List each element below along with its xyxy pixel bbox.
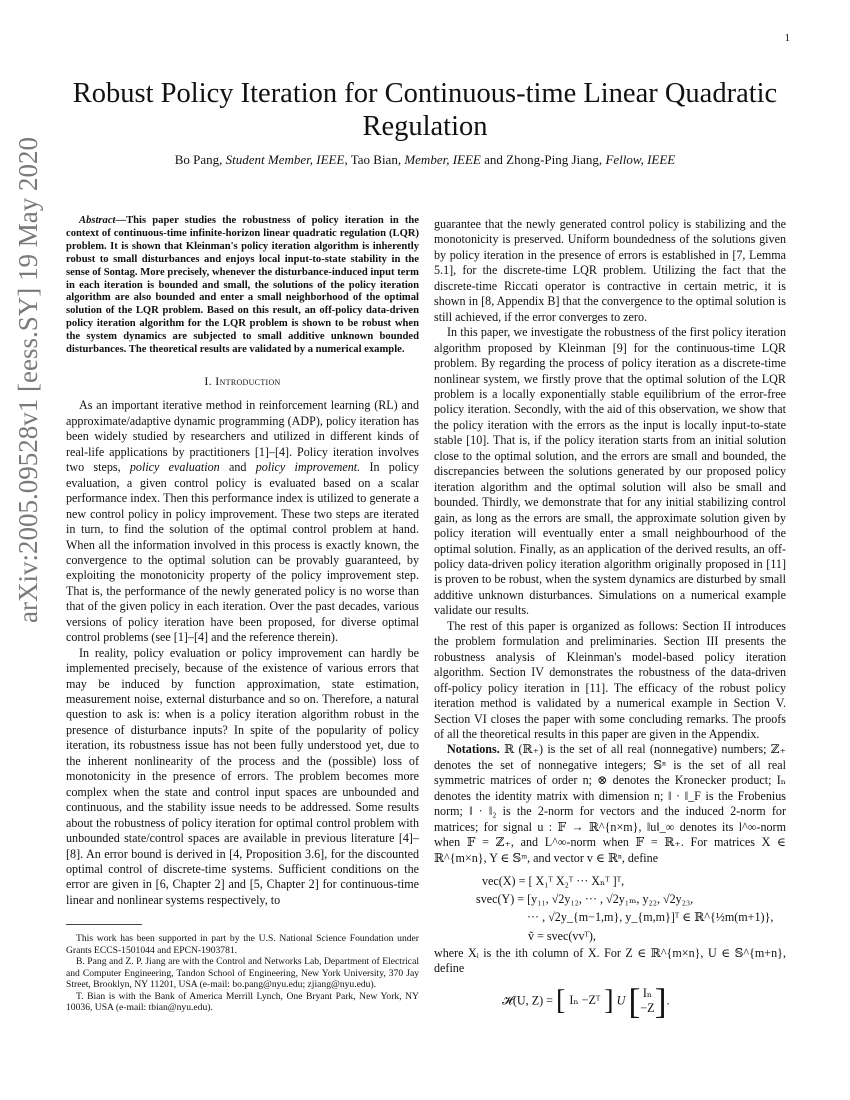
right-bracket-1: ]: [604, 984, 614, 1016]
intro-paragraph-1: [66, 398, 419, 645]
arxiv-stamp: arXiv:2005.09528v1 [eess.SY] 19 May 2020: [13, 137, 43, 623]
author-1: Bo Pang,: [174, 152, 223, 167]
author-2: , Tao Bian,: [344, 152, 402, 167]
equation-vec: vec(X) = [ X₁ᵀ X₂ᵀ ··· Xₙᵀ ]ᵀ,: [482, 874, 625, 889]
abstract-dash: —: [115, 215, 127, 226]
equation-v-tilde: ṽ = svec(vvᵀ),: [528, 929, 596, 944]
footnote-rule: [66, 924, 142, 925]
h-equation: [502, 980, 670, 1021]
h-equation-row: Iₙ −Zᵀ: [569, 993, 601, 1008]
notations-paragraph: [434, 742, 786, 866]
intro-paragraph-3: guarantee that the newly generated control policy is stabilizing and the monotonicity is preserved. Uniform boundedness of the solutions given by policy iteration in the presence of errors is established in [7, Lemma 5.1], for the discrete-time LQR problem. Utilizing the fact that the discrete-time Riccati operator is contractive in certain metric, it is shown in [8, Appendix B] that the convergence to the optimal solution is still achieved, if the error converges to zero.: [434, 217, 786, 324]
left-bracket-1: [: [556, 984, 566, 1016]
equation-svec-line-1: svec(Y) = [y₁₁, √2y₁₂, ··· , √2y₁ₘ, y₂₂, √2y₂₃,: [476, 892, 694, 907]
h-equation-column: [640, 986, 654, 1016]
footnote-affiliation-2: T. Bian is with the Bank of America Merrill Lynch, One Bryant Park, New York, NY 10036, USA (e-mail: tbian@nyu.edu).: [66, 990, 419, 1014]
right-bracket-2: ]: [654, 980, 667, 1021]
page-number: 1: [784, 32, 790, 44]
intro-p1-emph-1: policy evaluation: [129, 460, 220, 475]
intro-p1-text-a: As an important iterative method in reinforcement learning (RL) and approximate/adaptive dynamic programming (ADP), policy iteration has been widely studied by researchers and utilized in different kinds of real-life applications by practitioners [1]–[4]. Policy iteration involves two steps,: [66, 398, 419, 475]
section-heading: [66, 374, 419, 389]
h-equation-u: U: [616, 993, 626, 1008]
definitions-equation-block: [434, 872, 786, 942]
footnote-funding: This work has been supported in part by the U.S. National Science Foundation under Grants ECCS-1501044 and EPCN-1903781.: [66, 933, 419, 956]
author-2-role: Member, IEEE: [404, 152, 481, 167]
h-column-entry-1: Iₙ: [642, 985, 653, 1000]
equation-svec-line-2: ··· , √2y_{m−1,m}, y_{m,m}]ᵀ ∈ ℝ^{½m(m+1)},: [527, 910, 774, 925]
abstract: [66, 215, 419, 357]
author-1-role: Student Member, IEEE: [225, 152, 345, 167]
author-3: and Zhong-Ping Jiang,: [484, 152, 603, 167]
h-equation-end: .: [666, 993, 670, 1008]
intro-paragraph-2: In reality, policy evaluation or policy improvement can hardly be implemented precisely, because of the existence of various errors that may be induced by function approximation, state estimation, measurement noise, external disturbance and so on. Therefore, a natural question to ask is: when is a policy iteration algorithm robust in the presence of disturbance inputs? In spite of the popularity of policy iteration, its robustness issue has not been fully understood yet, due to the inherent nonlinearity of the process and the (possible) loss of monotonicity in the presence of errors. The problem becomes more complex when the state and control input spaces are unbounded and continuous, and the stability issue needs to be addressed. Some results about the robustness of policy iteration for optimal control problem with unbounded state/control spaces are available in previous literature [4]–[8]. An error bound is derived in [4, Proposition 3.6], for the discounted optimal control of discrete-time systems. Sufficient conditions on the error are given in [6, Chapter 2] and [5, Chapter 2] for continuous-time linear and nonlinear systems respectively, to: [66, 645, 419, 907]
h-definition-equation: [434, 981, 786, 1025]
intro-p1-emph-2: policy improvement.: [255, 460, 361, 475]
intro-paragraph-4: In this paper, we investigate the robustness of the first policy iteration algorithm proposed by Kleinman [9] for the continuous-time LQR problem. By regarding the process of policy iteration as a discrete-time nonlinear system, we firstly prove that the optimal solution of the LQR problem is a locally exponentially stable equilibrium of the error-free policy iteration. Secondly, with the aid of this observation, we show that the policy iteration with the errors as the input is locally input-to-state stable [10]. That is, if the policy iteration starts from an initial solution close to the optimal solution, and the errors are small and bounded, the discrepancies between the solutions generated by our proposed policy iteration algorithm and the optimal solution will also be small and bounded. Thirdly, we demonstrate that for any initial stabilizing control gain, as long as the errors are small, the approximate solution given by policy iteration will eventually enter a small neighbourhood of the optimal solution. Finally, as an application of the derived results, an off-policy data-driven policy iteration algorithm originally proposed in [11] is proven to be robust, when the system dynamics are disturbed by small additive unknown disturbances. Simulations on a numerical example validate our results.: [434, 325, 786, 618]
right-column: [434, 217, 786, 1025]
section-heading-text: I. Introduction: [204, 373, 281, 388]
left-bracket-2: [: [628, 980, 641, 1021]
h-equation-lhs: 𝓗(U, Z) =: [502, 993, 553, 1008]
notations-after-equation: where Xᵢ is the ith column of X. For Z ∈ ℝ^{m×n}, U ∈ 𝕊^{m+n}, define: [434, 946, 786, 976]
abstract-label: Abstract: [79, 215, 116, 226]
notations-text: ℝ (ℝ₊) is the set of all real (nonnegative) numbers; ℤ₊ denotes the set of nonnegative integers; 𝕊ⁿ is the set of all real symmetric matrices of order n; ⊗ denotes the Kronecker product; Iₙ denotes the identity matrix with dimension n; ‖ · ‖_F is the Frobenius norm; ‖ · ‖₂ is the 2-norm for vectors and the induced 2-norm for matrices; for signal u : 𝔽 → ℝ^{n×m}, ‖u‖_∞ denotes its l^∞-norm when 𝔽 = ℤ₊, and L^∞-norm when 𝔽 = ℝ₊. For matrices X ∈ ℝ^{m×n}, Y ∈ 𝕊ᵐ, and vector v ∈ ℝⁿ, define: [434, 742, 786, 865]
abstract-text: This paper studies the robustness of policy iteration in the context of continuous-time infinite-horizon linear quadratic regulation (LQR) problem. It is shown that Kleinman's policy iteration algorithm is inherently robust to small disturbances and enjoys local input-to-state stability in the sense of Sontag. More precisely, whenever the disturbance-induced input term in each iteration is bounded and small, the solutions of the policy iteration algorithm are also bounded and enter a small neighborhood of the optimal solution of the LQR problem. Based on this result, an off-policy data-driven policy iteration algorithm for the LQR problem is shown to be robust when the system dynamics are subjected to small additive unknown bounded disturbances. The theoretical results are validated by a numerical example.: [66, 215, 419, 356]
author-line: [60, 152, 790, 168]
intro-paragraph-5: The rest of this paper is organized as follows: Section II introduces the problem formulation and preliminaries. Section III presents the robustness analysis of Kleinman's model-based policy iteration algorithm. Section IV demonstrates the robustness of the data-driven off-policy policy iteration in [11]. The efficacy of the robust policy iteration method is validated by a numerical example in Section V. Section VI closes the paper with some concluding remarks. The proofs of all the theoretical results in this paper are given in the Appendix.: [434, 618, 786, 741]
intro-p1-and: and: [228, 460, 247, 475]
paper-title: Robust Policy Iteration for Continuous-time Linear Quadratic Regulation: [72, 78, 778, 142]
left-column: [66, 215, 419, 1014]
h-column-entry-2: −Z: [640, 1000, 655, 1015]
intro-p1-text-b: In policy evaluation, a given control policy is evaluated based on a scalar performance index. Then this performance index is utilized to generate a new control policy in policy improvement. These two steps are iterated in turn, to find the solution of the optimal control problem at hand. When all the information involved in this process is exactly known, the convergence to the optimal solution can be provably guaranteed, by exploiting the monotonicity property of the policy improvement step. That is, the performance of the newly generated policy is no worse than that of the given policy in each iteration. Over the past decades, various versions of policy iteration have been proposed, for diverse optimal control problems (see [1]–[4] and the reference therein).: [66, 460, 420, 645]
author-3-role: Fellow, IEEE: [605, 152, 676, 167]
notations-label: Notations.: [447, 742, 500, 757]
footnote-affiliation-1: B. Pang and Z. P. Jiang are with the Control and Networks Lab, Department of Electrical and Computer Engineering, Tandon School of Engineering, New York University, 370 Jay Street, Brooklyn, NY 11201, USA (e-mail: bo.pang@nyu.edu; zjiang@nyu.edu).: [66, 956, 419, 991]
